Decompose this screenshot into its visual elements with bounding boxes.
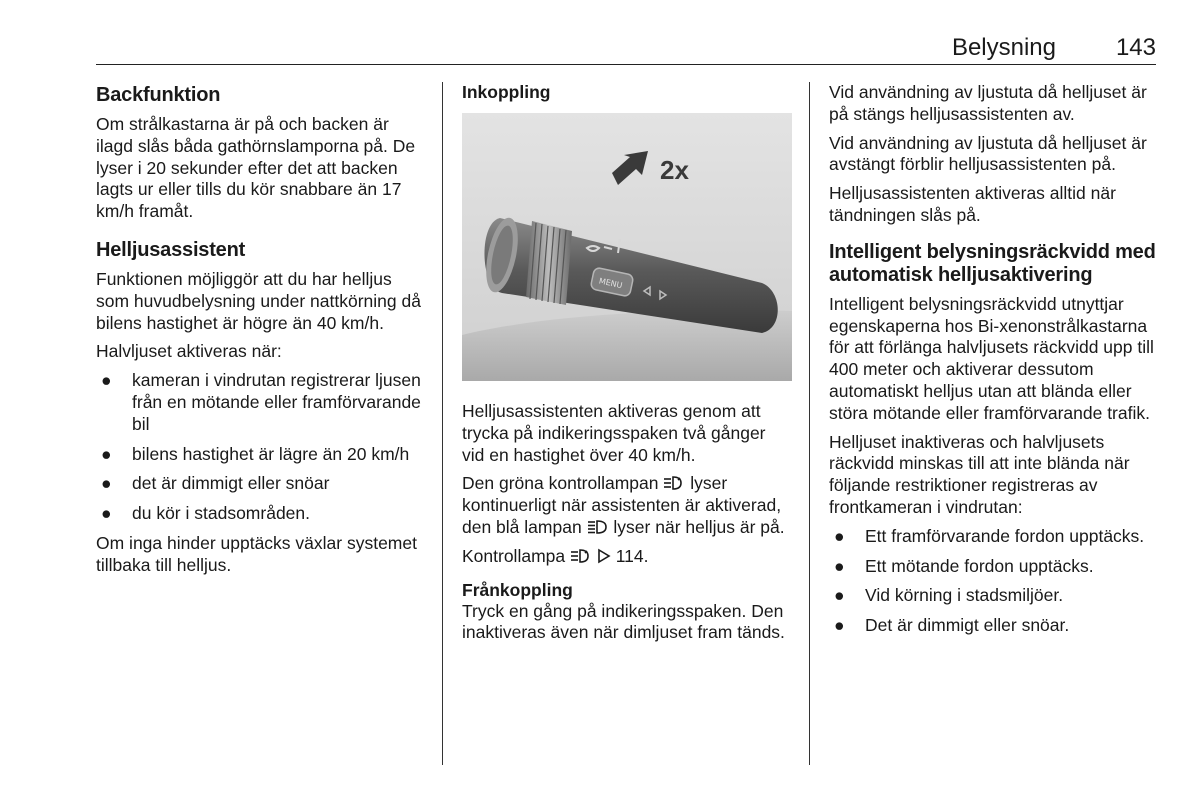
bullet: ● [834,585,845,606]
bullet: ● [834,615,845,636]
bullet: ● [101,370,112,391]
list-item: ● det är dimmigt eller snöar [101,473,330,494]
helljusassistent-indicator-icon [570,548,592,564]
bullet: ● [834,555,845,576]
heading-helljusassistent: Helljusassistent [96,238,246,261]
column-divider-1 [442,82,443,765]
list-item: ● Ett framförvarande fordon upptäcks. [834,525,1145,546]
bullet: ● [101,443,112,464]
helljus-indicator-icon [587,519,609,535]
column-3 [829,82,1159,645]
kontrollampa-description: Den gröna kontrollampan lyser kontinuerligt när assistenten är aktiverad, den blå lampan lyser när helljus är på. [462,473,785,537]
heading-intelligent-belysning: Intelligent belysningsräckvidd med automatisk helljusaktivering [829,240,1156,286]
page-title: Belysning [951,34,1056,61]
page-number: 143 [1115,34,1156,61]
heading-frankoppling: Frånkoppling [462,579,573,600]
column-divider-2 [809,82,810,765]
heading-inkoppling: Inkoppling [462,82,551,102]
halvljus-lead: Halvljuset aktiveras när: [96,341,282,362]
halvljus-conditions-list [96,370,426,525]
stalk-svg [462,113,792,381]
bullet: ● [834,525,845,546]
frankoppling-text: Tryck en gång på indikeringsspaken. Den inaktiveras även när dimljuset fram tänds. [462,600,785,643]
helljusassistent-indicator-icon [663,475,685,491]
arrow-label: 2x [660,155,689,185]
restrictions-list [829,526,1159,637]
inkoppling-text: Helljusassistenten aktiveras genom att trycka på indikeringsspaken två gånger vid en hastighet över 40 km/h. [462,401,766,465]
intelligent-belysning-text: Intelligent belysningsräckvidd utnyttjar egenskaperna hos Bi-xenonstrålkastarna för att förlänga halvljusets räckvidd upp till 400 meter och aktiverar dessutom automatiskt helljus utan att blända eller störa mötande eller framförvarande trafik. [829,293,1154,423]
ljustuta-helljus-av: Vid användning av ljustuta då helljuset är avstängt förblir helljusassistenten på. [829,132,1147,175]
column-1 [96,82,426,584]
ljustuta-helljus-pa: Vid användning av ljustuta då helljuset är på stängs helljusassistenten av. [829,82,1147,124]
list-item: ● kameran i vindrutan registrerar ljusen från en mötande eller framförvarande bil [101,370,421,434]
page-reference-arrow-icon [597,548,611,564]
aktiveras-vid-tandning: Helljusassistenten aktiveras alltid när tändningen slås på. [829,183,1116,225]
list-item: ● bilens hastighet är lägre än 20 km/h [101,443,410,464]
list-item: ● Vid körning i stadsmiljöer. [834,585,1064,606]
restrictions-lead: Helljuset inaktiveras och halvljusets räckvidd minskas till att inte blända när följande restriktioner registreras av frontkameran i vindrutan: [829,431,1130,517]
list-item: ● Det är dimmigt eller snöar. [834,615,1070,636]
indicator-stalk-illustration [462,113,792,381]
helljusassistent-outro: Om inga hinder upptäcks växlar systemet tillbaka till helljus. [96,532,417,575]
list-item: ● Ett mötande fordon upptäcks. [834,555,1094,576]
bullet: ● [101,503,112,524]
kontrollampa-reference: Kontrollampa 114. [462,545,649,566]
column-2 [462,82,792,651]
heading-backfunktion: Backfunktion [96,84,221,106]
bullet: ● [101,473,112,494]
list-item: ● du kör i stadsområden. [101,503,311,524]
helljusassistent-intro: Funktionen möjliggör att du har helljus som huvudbelysning under nattkörning då bilens hastighet är högre än 40 km/h. [96,268,421,333]
menu-button-label: MENU [598,276,624,291]
backfunktion-text: Om strålkastarna är på och backen är ilagd slås båda gathörnslamporna på. De lyser i 20 sekunder efter det att backen lagts ur eller tills du kör snabbare än 17 km/h framåt. [96,114,416,222]
page-header [96,34,1156,65]
